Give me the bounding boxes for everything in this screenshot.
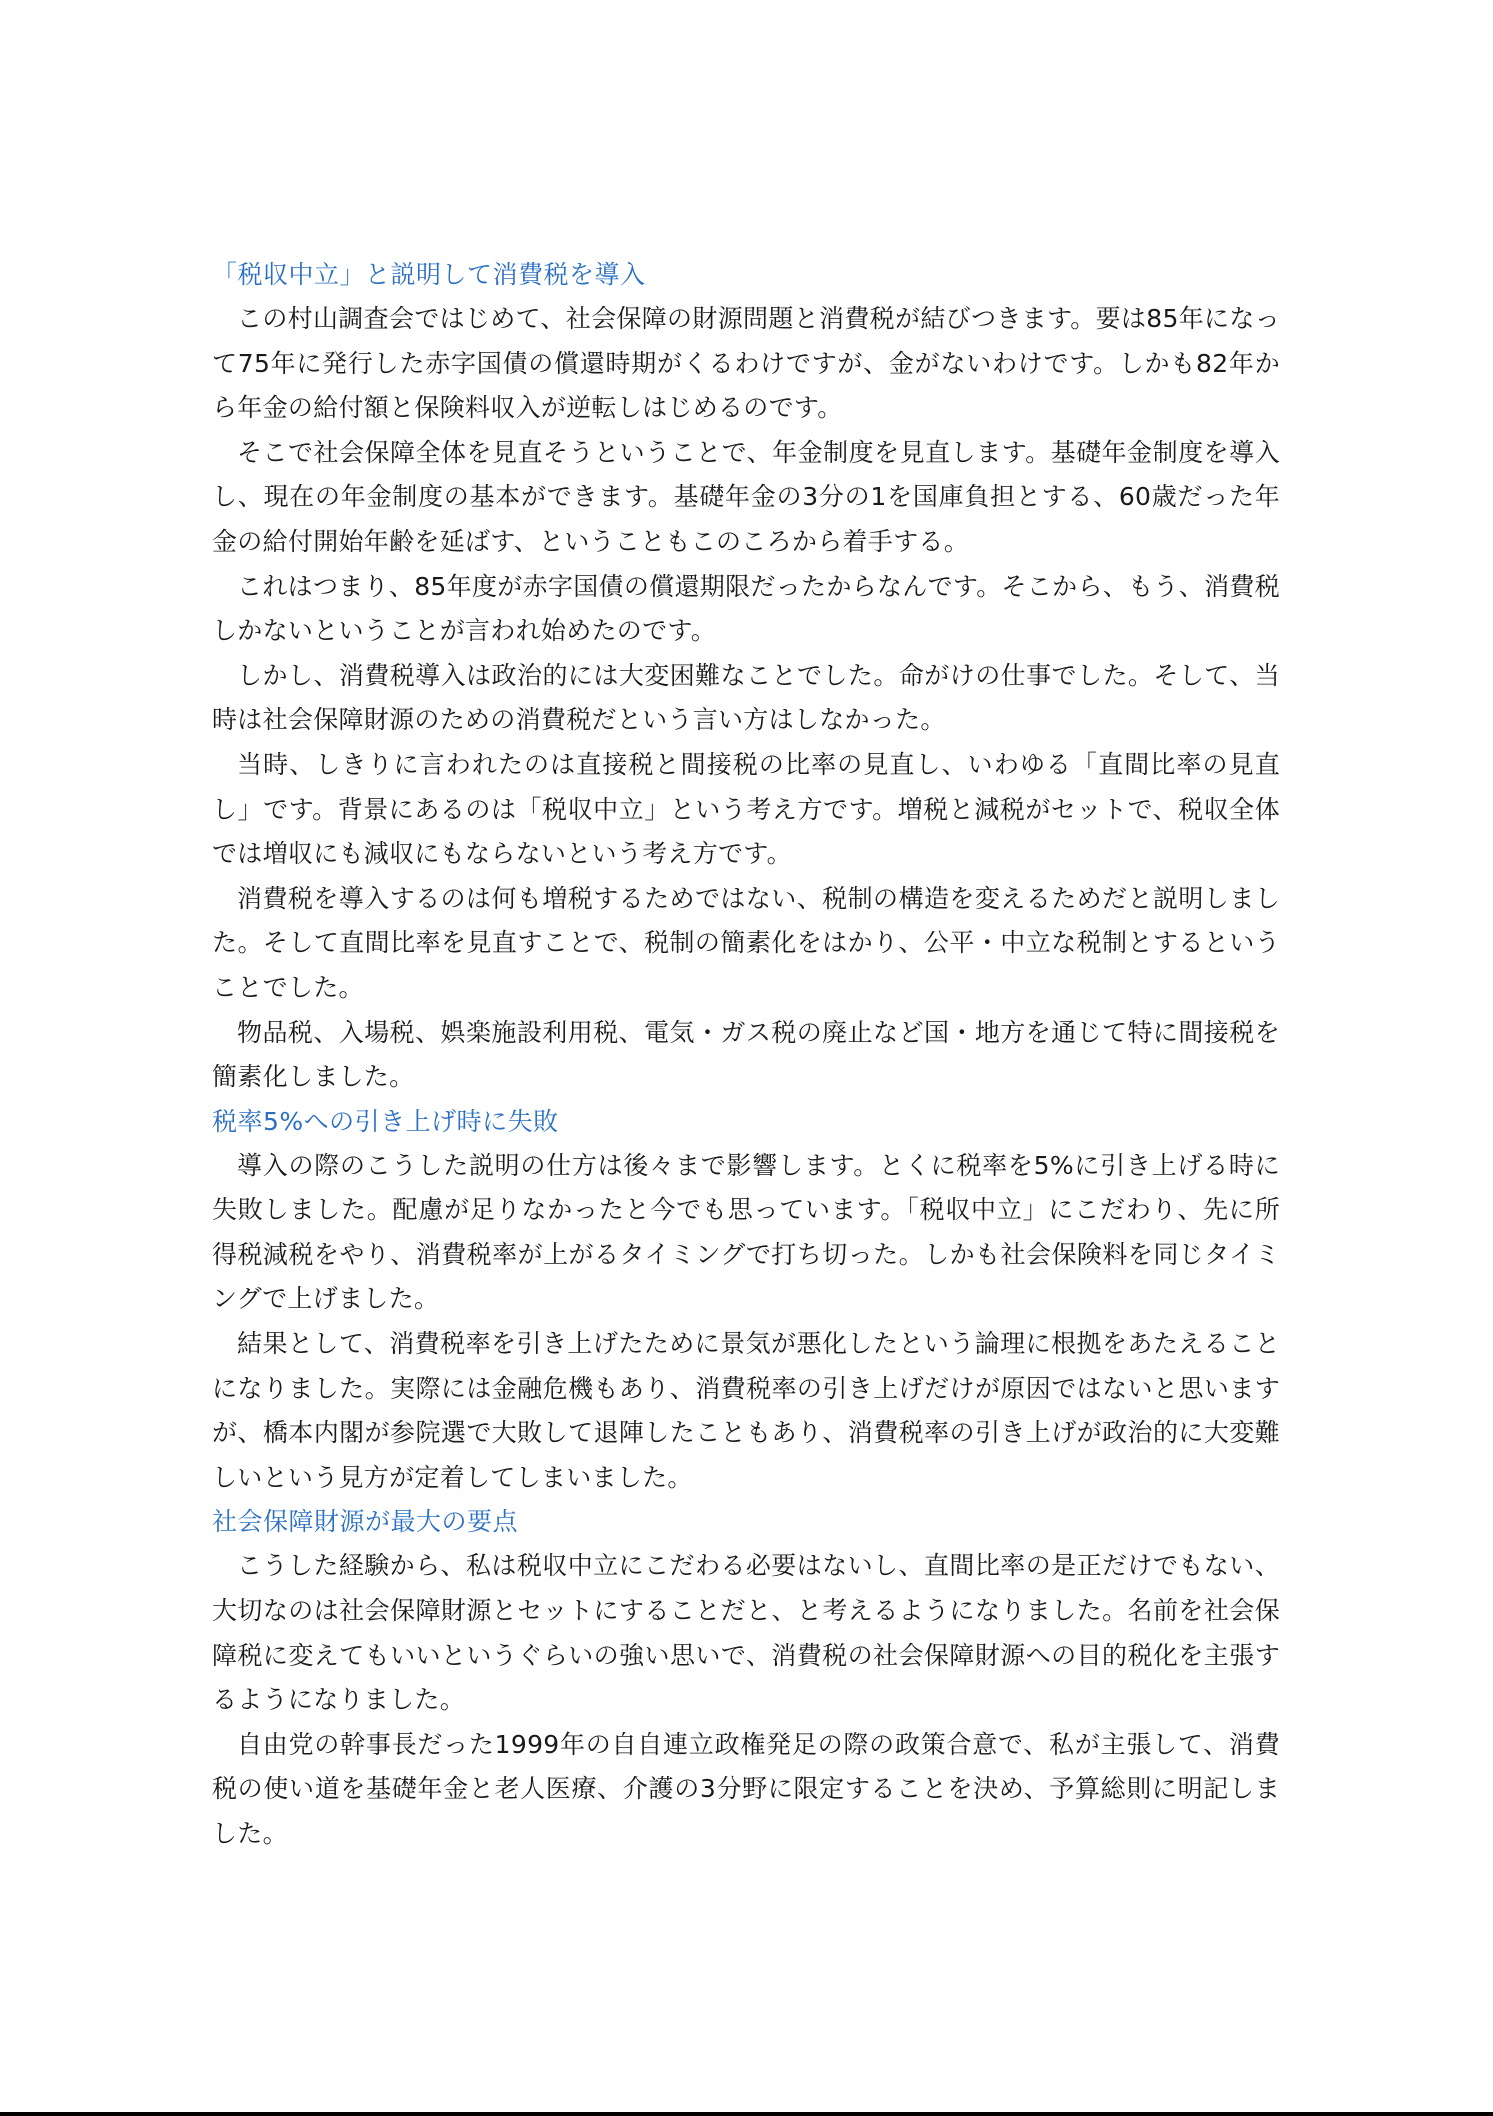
paragraph: こうした経験から、私は税収中立にこだわる必要はないし、直間比率の是正だけでもない、大切なのは社会保障財源とセットにすることだと、と考えるようになりました。名前を社会保障税に変えてもいいというぐらいの強い思いで、消費税の社会保障財源への目的税化を主張するようになりました。 [212,1551,1280,1715]
article-body [212,253,1280,1857]
section-rate-increase-failure [212,1100,1280,1501]
paragraph: 自由党の幹事長だった1999年の自自連立政権発足の際の政策合意で、私が主張して、消費税の使い道を基礎年金と老人医療、介護の3分野に限定することを決め、予算総則に明記しました。 [212,1729,1280,1848]
bottom-rule [0,2112,1493,2116]
paragraph: 消費税を導入するのは何も増税するためではない、税制の構造を変えるためだと説明しました。そして直間比率を見直すことで、税制の簡素化をはかり、公平・中立な税制とするということでした。 [212,883,1280,1002]
section-social-security-funding [212,1500,1280,1856]
paragraph: この村山調査会ではじめて、社会保障の財源問題と消費税が結びつきます。要は85年になって75年に発行した赤字国債の償還時期がくるわけですが、金がないわけです。しかも82年から年金の給付額と保険料収入が逆転しはじめるのです。 [212,304,1280,423]
paragraph: これはつまり、85年度が赤字国債の償還期限だったからなんです。そこから、もう、消費税しかないということが言われ始めたのです。 [212,571,1280,646]
section-heading: 「税収中立」と説明して消費税を導入 [212,260,646,289]
paragraph: しかし、消費税導入は政治的には大変困難なことでした。命がけの仕事でした。そして、当時は社会保障財源のための消費税だという言い方はしなかった。 [212,660,1280,735]
paragraph: 導入の際のこうした説明の仕方は後々まで影響します。とくに税率を5%に引き上げる時に失敗しました。配慮が足りなかったと今でも思っています。「税収中立」にこだわり、先に所得税減税をやり、消費税率が上がるタイミングで打ち切った。しかも社会保険料を同じタイミングで上げました。 [212,1150,1280,1314]
section-tax-neutral [212,253,1280,1100]
paragraph: 当時、しきりに言われたのは直接税と間接税の比率の見直し、いわゆる「直間比率の見直し」です。背景にあるのは「税収中立」という考え方です。増税と減税がセットで、税収全体では増収にも減収にもならないという考え方です。 [212,749,1280,869]
paragraph: 物品税、入場税、娯楽施設利用税、電気・ガス税の廃止など国・地方を通じて特に間接税を簡素化しました。 [212,1017,1280,1092]
paragraph: そこで社会保障全体を見直そうということで、年金制度を見直します。基礎年金制度を導入し、現在の年金制度の基本ができます。基礎年金の3分の1を国庫負担とする、60歳だった年金の給付開始年齢を延ばす、ということもこのころから着手する。 [212,437,1280,556]
section-heading: 税率5%への引き上げ時に失敗 [212,1106,559,1136]
section-heading: 社会保障財源が最大の要点 [212,1507,519,1537]
paragraph: 結果として、消費税率を引き上げたために景気が悪化したという論理に根拠をあたえることになりました。実際には金融危機もあり、消費税率の引き上げだけが原因ではないと思いますが、橋本内閣が参院選で大敗して退陣したこともあり、消費税率の引き上げが政治的に大変難しいという見方が定着してしまいました。 [212,1329,1280,1492]
